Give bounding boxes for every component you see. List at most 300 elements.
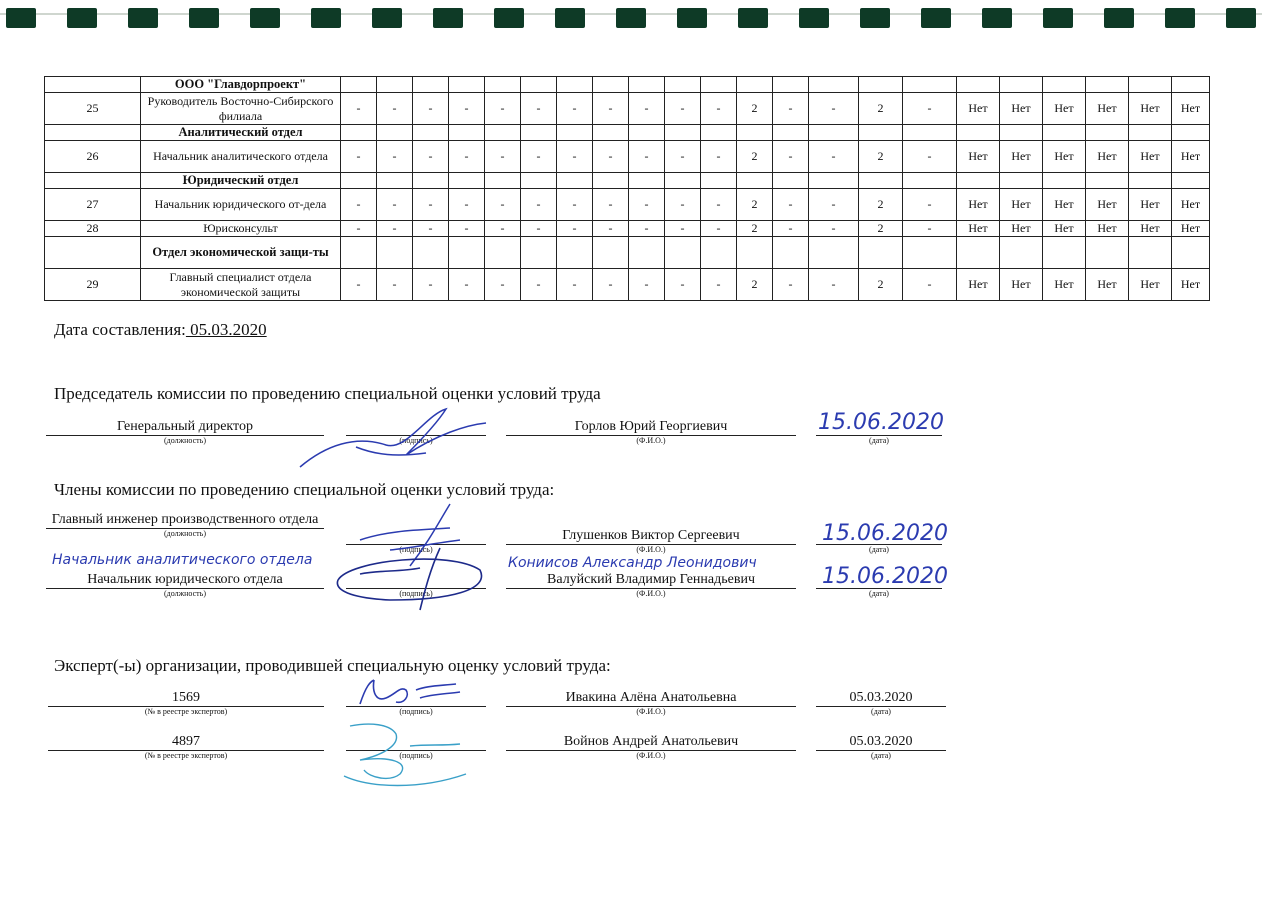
row-value: - xyxy=(521,93,557,125)
section-num-cell xyxy=(45,125,141,141)
empty-cell xyxy=(1129,77,1172,93)
row-value: - xyxy=(341,93,377,125)
row-value: - xyxy=(341,269,377,301)
empty-cell xyxy=(957,125,1000,141)
row-value: Нет xyxy=(1086,141,1129,173)
row-value: Нет xyxy=(957,93,1000,125)
empty-cell xyxy=(629,237,665,269)
section-row xyxy=(45,125,1210,141)
row-value: 2 xyxy=(859,269,903,301)
row-value: - xyxy=(773,269,809,301)
row-value: - xyxy=(773,141,809,173)
row-position-name: Начальник аналитического отдела xyxy=(141,141,341,173)
table-body xyxy=(45,77,1210,301)
row-value: Нет xyxy=(1086,269,1129,301)
empty-cell xyxy=(593,237,629,269)
row-value: Нет xyxy=(1000,269,1043,301)
binding-strip xyxy=(0,0,1280,32)
empty-cell xyxy=(665,125,701,141)
expert2-name: Войнов Андрей Анатольевич xyxy=(563,734,739,749)
row-value: - xyxy=(809,141,859,173)
row-value: Нет xyxy=(1000,141,1043,173)
row-value: - xyxy=(449,269,485,301)
chair-date-handwritten: 15.06.2020 xyxy=(818,410,944,435)
row-value: Нет xyxy=(957,221,1000,237)
caption-fio: (Ф.И.О.) xyxy=(636,436,666,445)
table-row xyxy=(45,93,1210,125)
row-value: - xyxy=(629,189,665,221)
row-value: - xyxy=(449,141,485,173)
row-position-name: Начальник юридического от-дела xyxy=(141,189,341,221)
row-value: Нет xyxy=(1043,221,1086,237)
chair-name-cell xyxy=(506,419,796,446)
row-value: - xyxy=(521,269,557,301)
members-heading: Члены комиссии по проведению специальной оценки условий труда: xyxy=(54,480,555,499)
row-value: - xyxy=(557,141,593,173)
expert1-signature xyxy=(356,676,466,710)
caption-signature: (подпись) xyxy=(399,707,433,716)
row-value: 2 xyxy=(737,221,773,237)
empty-cell xyxy=(859,237,903,269)
row-value: - xyxy=(521,189,557,221)
row-value: - xyxy=(773,93,809,125)
row-value: 2 xyxy=(859,189,903,221)
empty-cell xyxy=(809,173,859,189)
expert1-name-cell xyxy=(506,690,796,717)
binding-hole xyxy=(250,8,280,28)
row-value: - xyxy=(557,221,593,237)
empty-cell xyxy=(1000,125,1043,141)
binding-hole xyxy=(189,8,219,28)
experts-heading: Эксперт(-ы) организации, проводившей специальную оценку условий труда: xyxy=(54,656,611,675)
caption-position: (должность) xyxy=(164,529,206,538)
row-value: - xyxy=(773,221,809,237)
empty-cell xyxy=(413,77,449,93)
empty-cell xyxy=(593,125,629,141)
empty-cell xyxy=(773,237,809,269)
empty-cell xyxy=(1043,77,1086,93)
empty-cell xyxy=(629,77,665,93)
empty-cell xyxy=(341,125,377,141)
row-value: - xyxy=(629,269,665,301)
row-value: - xyxy=(485,269,521,301)
caption-fio: (Ф.И.О.) xyxy=(636,751,666,760)
empty-cell xyxy=(377,77,413,93)
row-value: Нет xyxy=(1129,221,1172,237)
row-value: Нет xyxy=(1043,141,1086,173)
empty-cell xyxy=(701,77,737,93)
binding-hole xyxy=(372,8,402,28)
row-value: - xyxy=(341,189,377,221)
empty-cell xyxy=(449,125,485,141)
empty-cell xyxy=(557,77,593,93)
binding-hole xyxy=(494,8,524,28)
member2-handwritten-name: Кониисов Александр Леонидович xyxy=(508,555,757,571)
table-row xyxy=(45,269,1210,301)
row-value: - xyxy=(449,221,485,237)
row-value: - xyxy=(557,93,593,125)
empty-cell xyxy=(557,173,593,189)
expert2-reg-cell xyxy=(48,734,324,761)
caption-date: (дата) xyxy=(869,545,889,554)
row-value: - xyxy=(809,93,859,125)
empty-cell xyxy=(665,77,701,93)
row-value: - xyxy=(903,269,957,301)
section-title: Аналитический отдел xyxy=(141,125,341,141)
member2-position-cell xyxy=(46,572,324,599)
section-num-cell xyxy=(45,77,141,93)
caption-fio: (Ф.И.О.) xyxy=(636,589,666,598)
row-value: Нет xyxy=(1000,221,1043,237)
caption-registry: (№ в реестре экспертов) xyxy=(144,707,228,716)
empty-cell xyxy=(413,173,449,189)
chair-position: Генеральный директор xyxy=(117,419,253,434)
empty-cell xyxy=(629,125,665,141)
binding-hole xyxy=(738,8,768,28)
row-value: Нет xyxy=(1086,221,1129,237)
empty-cell xyxy=(449,237,485,269)
empty-cell xyxy=(665,237,701,269)
expert1-date: 05.03.2020 xyxy=(849,690,913,705)
member2-position: Начальник юридического отдела xyxy=(87,572,283,587)
empty-cell xyxy=(557,125,593,141)
caption-date: (дата) xyxy=(871,707,891,716)
row-value: Нет xyxy=(1129,141,1172,173)
empty-cell xyxy=(773,77,809,93)
row-value: Нет xyxy=(1000,93,1043,125)
empty-cell xyxy=(1129,173,1172,189)
row-value: - xyxy=(665,141,701,173)
row-value: Нет xyxy=(1172,93,1210,125)
row-value: - xyxy=(413,93,449,125)
row-value: - xyxy=(701,189,737,221)
empty-cell xyxy=(1043,237,1086,269)
row-value: - xyxy=(341,221,377,237)
row-value: - xyxy=(377,141,413,173)
row-value: - xyxy=(903,221,957,237)
row-value: - xyxy=(665,93,701,125)
caption-date: (дата) xyxy=(869,589,889,598)
empty-cell xyxy=(1086,77,1129,93)
empty-cell xyxy=(1172,77,1210,93)
caption-registry: (№ в реестре экспертов) xyxy=(144,751,228,760)
row-value: Нет xyxy=(1129,93,1172,125)
row-value: - xyxy=(629,221,665,237)
section-row xyxy=(45,173,1210,189)
member1-position-cell xyxy=(46,512,324,539)
empty-cell xyxy=(377,125,413,141)
row-value: - xyxy=(413,221,449,237)
empty-cell xyxy=(737,173,773,189)
row-value: - xyxy=(701,221,737,237)
binding-hole xyxy=(677,8,707,28)
empty-cell xyxy=(1086,173,1129,189)
empty-cell xyxy=(701,173,737,189)
binding-hole xyxy=(1165,8,1195,28)
empty-cell xyxy=(413,125,449,141)
row-value: 2 xyxy=(859,141,903,173)
section-row xyxy=(45,237,1210,269)
member2-handwritten-position: Начальник аналитического отдела xyxy=(52,552,313,568)
row-value: Нет xyxy=(1129,189,1172,221)
row-value: - xyxy=(449,189,485,221)
empty-cell xyxy=(859,173,903,189)
empty-cell xyxy=(773,173,809,189)
empty-cell xyxy=(957,237,1000,269)
compilation-date-label: Дата составления: xyxy=(54,320,186,339)
row-value: - xyxy=(449,93,485,125)
empty-cell xyxy=(665,173,701,189)
member2-date-handwritten: 15.06.2020 xyxy=(822,564,948,589)
caption-fio: (Ф.И.О.) xyxy=(636,707,666,716)
compilation-date-value: 05.03.2020 xyxy=(185,320,267,339)
row-value: - xyxy=(485,189,521,221)
assessment-table xyxy=(44,76,1210,301)
expert2-date: 05.03.2020 xyxy=(849,734,913,749)
row-number: 25 xyxy=(45,93,141,125)
empty-cell xyxy=(1000,173,1043,189)
row-number: 28 xyxy=(45,221,141,237)
member2-name: Валуйский Владимир Геннадьевич xyxy=(547,572,755,587)
row-value: Нет xyxy=(1000,189,1043,221)
row-value: - xyxy=(557,189,593,221)
caption-fio: (Ф.И.О.) xyxy=(636,545,666,554)
row-value: Нет xyxy=(1086,93,1129,125)
empty-cell xyxy=(521,125,557,141)
binding-hole xyxy=(311,8,341,28)
expert2-reg: 4897 xyxy=(172,734,200,749)
row-value: - xyxy=(485,93,521,125)
empty-cell xyxy=(737,125,773,141)
member2-name-cell xyxy=(506,572,796,599)
section-num-cell xyxy=(45,237,141,269)
row-value: - xyxy=(903,141,957,173)
row-value: - xyxy=(377,189,413,221)
empty-cell xyxy=(809,77,859,93)
section-row xyxy=(45,77,1210,93)
empty-cell xyxy=(701,125,737,141)
expert1-reg-cell xyxy=(48,690,324,717)
caption-signature: (подпись) xyxy=(399,545,433,554)
binding-hole xyxy=(1043,8,1073,28)
row-number: 26 xyxy=(45,141,141,173)
chair-signature xyxy=(296,405,496,475)
caption-signature: (подпись) xyxy=(399,436,433,445)
row-value: 2 xyxy=(737,93,773,125)
row-value: 2 xyxy=(737,141,773,173)
empty-cell xyxy=(341,237,377,269)
row-value: Нет xyxy=(1086,189,1129,221)
empty-cell xyxy=(737,77,773,93)
expert1-name: Ивакина Алёна Анатольевна xyxy=(565,690,737,705)
binding-hole xyxy=(67,8,97,28)
empty-cell xyxy=(377,237,413,269)
empty-cell xyxy=(737,237,773,269)
empty-cell xyxy=(413,237,449,269)
expert1-reg: 1569 xyxy=(172,690,200,705)
caption-position: (должность) xyxy=(164,436,206,445)
section-title: Юридический отдел xyxy=(141,173,341,189)
row-value: - xyxy=(665,221,701,237)
empty-cell xyxy=(773,125,809,141)
member1-position: Главный инженер производственного отдела xyxy=(51,512,319,527)
empty-cell xyxy=(1172,237,1210,269)
empty-cell xyxy=(1172,173,1210,189)
row-value: Нет xyxy=(1172,269,1210,301)
row-value: Нет xyxy=(957,189,1000,221)
row-value: - xyxy=(593,269,629,301)
binding-hole xyxy=(799,8,829,28)
empty-cell xyxy=(859,125,903,141)
caption-signature: (подпись) xyxy=(399,751,433,760)
caption-position: (должность) xyxy=(164,589,206,598)
binding-hole xyxy=(921,8,951,28)
row-value: - xyxy=(773,189,809,221)
row-value: - xyxy=(557,269,593,301)
row-value: - xyxy=(593,221,629,237)
row-value: - xyxy=(665,269,701,301)
row-number: 27 xyxy=(45,189,141,221)
chair-heading: Председатель комиссии по проведению специальной оценки условий труда xyxy=(54,384,601,403)
binding-hole xyxy=(1226,8,1256,28)
empty-cell xyxy=(593,173,629,189)
row-value: Нет xyxy=(957,141,1000,173)
row-value: - xyxy=(629,93,665,125)
row-value: - xyxy=(521,221,557,237)
member1-name-cell xyxy=(506,528,796,555)
row-value: 2 xyxy=(859,93,903,125)
expert1-date-cell xyxy=(816,690,946,717)
empty-cell xyxy=(1086,237,1129,269)
expert2-name-cell xyxy=(506,734,796,761)
empty-cell xyxy=(1086,125,1129,141)
row-value: Нет xyxy=(1043,269,1086,301)
binding-hole xyxy=(555,8,585,28)
empty-cell xyxy=(1043,173,1086,189)
empty-cell xyxy=(341,77,377,93)
empty-cell xyxy=(957,173,1000,189)
empty-cell xyxy=(485,173,521,189)
row-value: 2 xyxy=(737,189,773,221)
empty-cell xyxy=(593,77,629,93)
row-value: Нет xyxy=(1172,189,1210,221)
empty-cell xyxy=(701,237,737,269)
row-position-name: Руководитель Восточно-Сибирского филиала xyxy=(141,93,341,125)
empty-cell xyxy=(521,77,557,93)
row-value: 2 xyxy=(859,221,903,237)
empty-cell xyxy=(341,173,377,189)
expert2-date-cell xyxy=(816,734,946,761)
row-value: Нет xyxy=(1043,189,1086,221)
row-value: - xyxy=(341,141,377,173)
empty-cell xyxy=(521,237,557,269)
row-value: Нет xyxy=(1129,269,1172,301)
empty-cell xyxy=(629,173,665,189)
row-value: Нет xyxy=(1172,141,1210,173)
row-value: - xyxy=(665,189,701,221)
member2-signature xyxy=(330,540,500,620)
row-value: - xyxy=(377,93,413,125)
binding-hole xyxy=(128,8,158,28)
empty-cell xyxy=(903,237,957,269)
empty-cell xyxy=(903,125,957,141)
empty-cell xyxy=(449,77,485,93)
expert2-signature xyxy=(340,716,470,790)
binding-hole xyxy=(616,8,646,28)
row-value: - xyxy=(521,141,557,173)
binding-hole xyxy=(982,8,1012,28)
empty-cell xyxy=(449,173,485,189)
empty-cell xyxy=(957,77,1000,93)
empty-cell xyxy=(1129,237,1172,269)
binding-hole xyxy=(1104,8,1134,28)
row-value: - xyxy=(903,93,957,125)
section-num-cell xyxy=(45,173,141,189)
empty-cell xyxy=(521,173,557,189)
row-value: - xyxy=(593,93,629,125)
row-value: - xyxy=(809,221,859,237)
row-value: - xyxy=(593,141,629,173)
empty-cell xyxy=(1000,237,1043,269)
row-value: - xyxy=(485,221,521,237)
row-value: - xyxy=(485,141,521,173)
row-value: - xyxy=(903,189,957,221)
row-value: - xyxy=(701,93,737,125)
row-value: Нет xyxy=(1172,221,1210,237)
row-value: - xyxy=(413,189,449,221)
empty-cell xyxy=(903,173,957,189)
table-row xyxy=(45,189,1210,221)
empty-cell xyxy=(485,125,521,141)
row-value: 2 xyxy=(737,269,773,301)
empty-cell xyxy=(1000,77,1043,93)
row-value: - xyxy=(809,269,859,301)
member1-name: Глушенков Виктор Сергеевич xyxy=(562,528,740,543)
row-value: - xyxy=(809,189,859,221)
table-row xyxy=(45,141,1210,173)
empty-cell xyxy=(859,77,903,93)
row-position-name: Юрисконсульт xyxy=(141,221,341,237)
compilation-date xyxy=(54,320,267,340)
empty-cell xyxy=(1043,125,1086,141)
empty-cell xyxy=(1129,125,1172,141)
row-value: Нет xyxy=(1043,93,1086,125)
caption-signature: (подпись) xyxy=(399,589,433,598)
empty-cell xyxy=(485,77,521,93)
empty-cell xyxy=(809,125,859,141)
row-value: - xyxy=(413,141,449,173)
section-title: ООО "Главдорпроект" xyxy=(141,77,341,93)
chair-position-cell xyxy=(46,419,324,446)
row-value: - xyxy=(701,141,737,173)
caption-date: (дата) xyxy=(871,751,891,760)
row-position-name: Главный специалист отдела экономической защиты xyxy=(141,269,341,301)
row-number: 29 xyxy=(45,269,141,301)
empty-cell xyxy=(1172,125,1210,141)
binding-hole xyxy=(860,8,890,28)
row-value: Нет xyxy=(957,269,1000,301)
row-value: - xyxy=(413,269,449,301)
row-value: - xyxy=(701,269,737,301)
empty-cell xyxy=(485,237,521,269)
binding-hole xyxy=(6,8,36,28)
row-value: - xyxy=(593,189,629,221)
empty-cell xyxy=(903,77,957,93)
empty-cell xyxy=(377,173,413,189)
row-value: - xyxy=(377,269,413,301)
empty-cell xyxy=(557,237,593,269)
member1-date-handwritten: 15.06.2020 xyxy=(822,521,948,546)
